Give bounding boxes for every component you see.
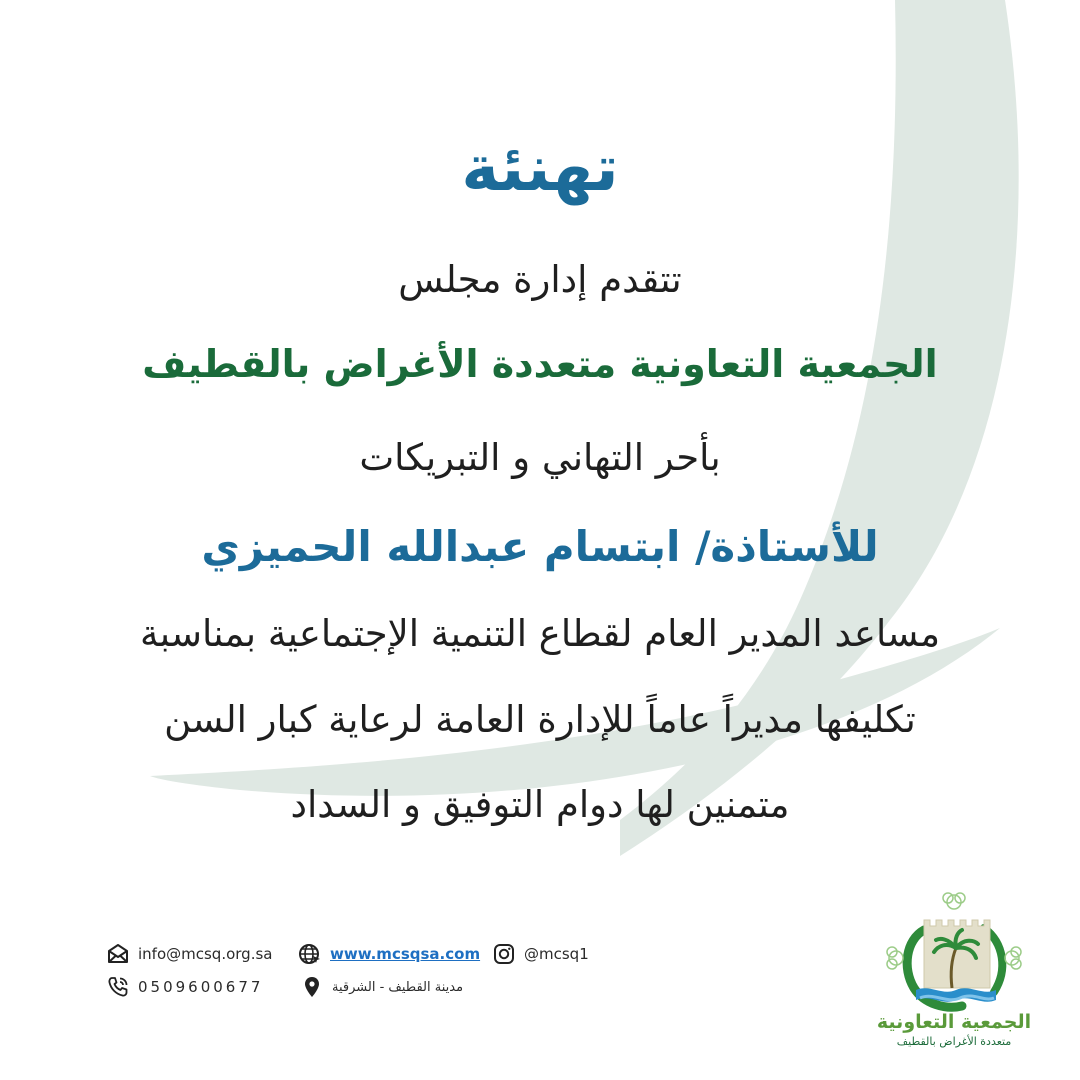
- instagram-icon: [492, 942, 516, 966]
- organization-name: الجمعية التعاونية متعددة الأغراض بالقطيف: [142, 342, 938, 386]
- instagram-handle: @mcsq1: [524, 945, 589, 963]
- website-link[interactable]: www.mcsqsa.com: [330, 945, 481, 963]
- wishes-line: متمنين لها دوام التوفيق و السداد: [290, 783, 790, 826]
- position-line: مساعد المدير العام لقطاع التنمية الإجتماعية بمناسبة: [139, 612, 941, 655]
- phone-number: 0509600677: [138, 978, 264, 996]
- globe-icon: [298, 942, 322, 966]
- page-title: تهنئة: [461, 132, 619, 206]
- location-contact: [300, 975, 463, 999]
- location-pin-icon: [300, 975, 324, 999]
- intro-line: تتقدم إدارة مجلس: [398, 258, 682, 301]
- appointment-line: تكليفها مديراً عاماً للإدارة العامة لرعاية كبار السن: [164, 698, 916, 741]
- instagram-contact[interactable]: [492, 942, 589, 966]
- website-contact[interactable]: [298, 942, 480, 966]
- email-contact[interactable]: [106, 942, 272, 966]
- phone-icon: [106, 975, 130, 999]
- congratulations-line: بأحر التهاني و التبريكات: [359, 436, 721, 479]
- honoree-name: للأستاذة/ ابتسام عبدالله الحميزي: [201, 522, 879, 571]
- logo-subtitle: متعددة الأغراض بالقطيف: [896, 1035, 1012, 1048]
- envelope-icon: [106, 942, 130, 966]
- phone-contact[interactable]: [106, 975, 263, 999]
- location-text: مدينة القطيف - الشرقية: [332, 979, 464, 995]
- email-text: info@mcsq.org.sa: [138, 945, 273, 963]
- logo-name: الجمعية التعاونية: [876, 1011, 1032, 1033]
